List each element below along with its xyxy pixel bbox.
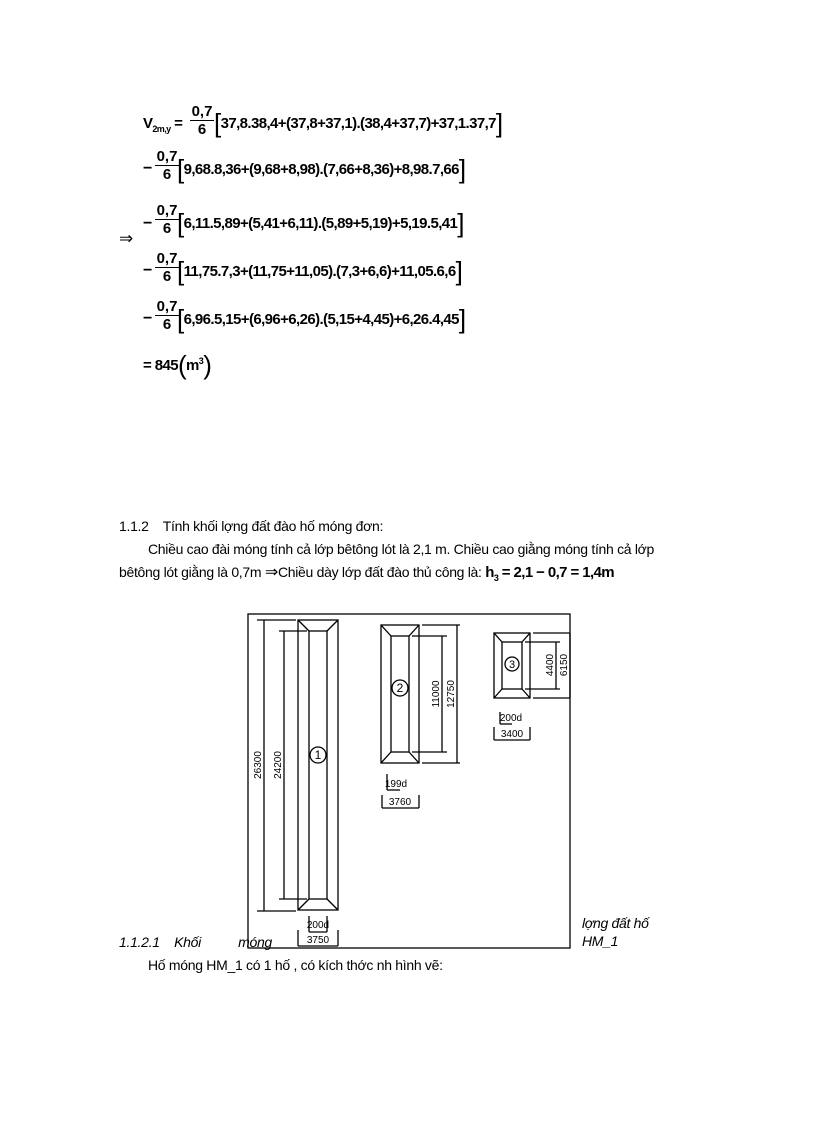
result-unit: m [186,357,199,374]
formula-line-1: [37,8.38,4+(37,8+37,1).(38,4+37,7)+37,1.37,7] [214,108,503,138]
formula-line-5-text: 6,96.5,15+(6,96+6,26).(5,15+4,45)+6,26.4,45 [183,311,459,328]
result-unit-exponent: 3 [198,356,204,366]
subsection-word-1: Khối [174,934,201,950]
implies-arrow: ⇒ [264,564,278,581]
lhs-subscript: 2m,y [152,124,171,134]
pit-1-width-outer: 3750 [306,935,330,946]
h-symbol: h [485,564,494,581]
subsection-heading-right-bottom: HM_1 [582,933,619,949]
paragraph-line-1: Chiều cao đài móng tính cả lớp bêtông lót là 2,1 m. Chiều cao giằng móng tính cả lớp [148,541,655,557]
pit-2-length-inner: 11000 [431,680,442,708]
implies-arrow: ⇒ [119,229,134,248]
fraction-numerator: 0,7 [156,148,178,165]
h-subscript: 3 [493,573,499,583]
subsection-body: Hố móng HM_1 có 1 hố , có kích thớc nh hình vẽ: [148,957,443,973]
fraction-denominator: 6 [197,121,207,138]
subsection-word-2: móng [238,934,272,950]
fraction-numerator: 0,7 [156,298,178,315]
pit-1-label: 1 [314,748,322,762]
h-expression: = 2,1 − 0,7 = 1,4m [501,564,615,581]
fraction-denominator: 6 [162,316,172,333]
pit-3-width-inner: 200d [499,713,523,724]
pit-2-width-outer: 3760 [388,797,412,808]
subsection-heading-left [119,934,272,950]
pit-1-length-inner: 24200 [273,751,284,779]
fraction-denominator: 6 [162,268,172,285]
formula-line-4: [11,75.7,3+(11,75+11,05).(7,3+6,6)+11,05.6,6] [177,256,463,286]
minus-sign: − [143,262,153,279]
minus-sign: − [143,310,153,327]
paragraph-line-2-b: Chiều dày lớp đất đào thủ công là: [277,564,482,580]
pit-1-width-inner: 200d [306,920,330,931]
pit-2-length-outer: 12750 [446,680,457,708]
formula-line-1-text: 37,8.38,4+(37,8+37,1).(38,4+37,7)+37,1.37,7 [220,115,496,132]
fraction-denominator: 6 [162,220,172,237]
pit-1-length-outer: 26300 [253,751,264,779]
pit-3-length-inner: 4400 [545,653,556,677]
pit-1 [257,620,338,946]
formula-line-3: [6,11.5,89+(5,41+6,11).(5,89+5,19)+5,19.5,41] [177,208,464,238]
subsection-number: 1.1.2.1 [119,934,160,950]
formula-line-2-text: 9,68.8,36+(9,68+8,98).(7,66+8,36)+8,98.7,66 [183,161,459,178]
formula-line-2: [9,68.8,36+(9,68+8,98).(7,66+8,36)+8,98.7,66] [177,154,466,184]
formula-line-5: [6,96.5,15+(6,96+6,26).(5,15+4,45)+6,26.4,45] [177,304,466,334]
paragraph-line-2-a: bêtông lót giằng là 0,7m [119,564,262,580]
fraction-numerator: 0,7 [156,202,178,219]
formula-line-4-text: 11,75.7,3+(11,75+11,05).(7,3+6,6)+11,05.6,6 [183,263,456,280]
minus-sign: − [143,160,153,177]
section-title: Tính khối lợng đất đào hố móng đơn: [162,518,384,534]
drawing-labels [253,653,570,946]
pit-3-length-outer: 6150 [559,653,570,677]
pit-3-width-outer: 3400 [500,729,524,740]
pit-3-label: 3 [508,659,516,671]
pit-2-label: 2 [396,681,404,695]
fraction-numerator: 0,7 [191,103,213,120]
fraction-numerator: 0,7 [156,250,178,267]
fraction-denominator: 6 [162,166,172,183]
minus-sign: − [143,215,153,232]
subsection-heading-right-top: lợng đất hố [582,915,649,931]
pit-2-width-inner: 199d [384,779,408,790]
section-number: 1.1.2 [119,518,149,534]
formula-line-3-text: 6,11.5,89+(5,41+6,11).(5,89+5,19)+5,19.5,41 [183,215,458,232]
formula-result: = $845(m^3)$ [143,350,212,380]
equals-sign: = [174,115,183,132]
result-value: = 845 [143,357,178,374]
lhs-symbol: V [143,115,153,132]
